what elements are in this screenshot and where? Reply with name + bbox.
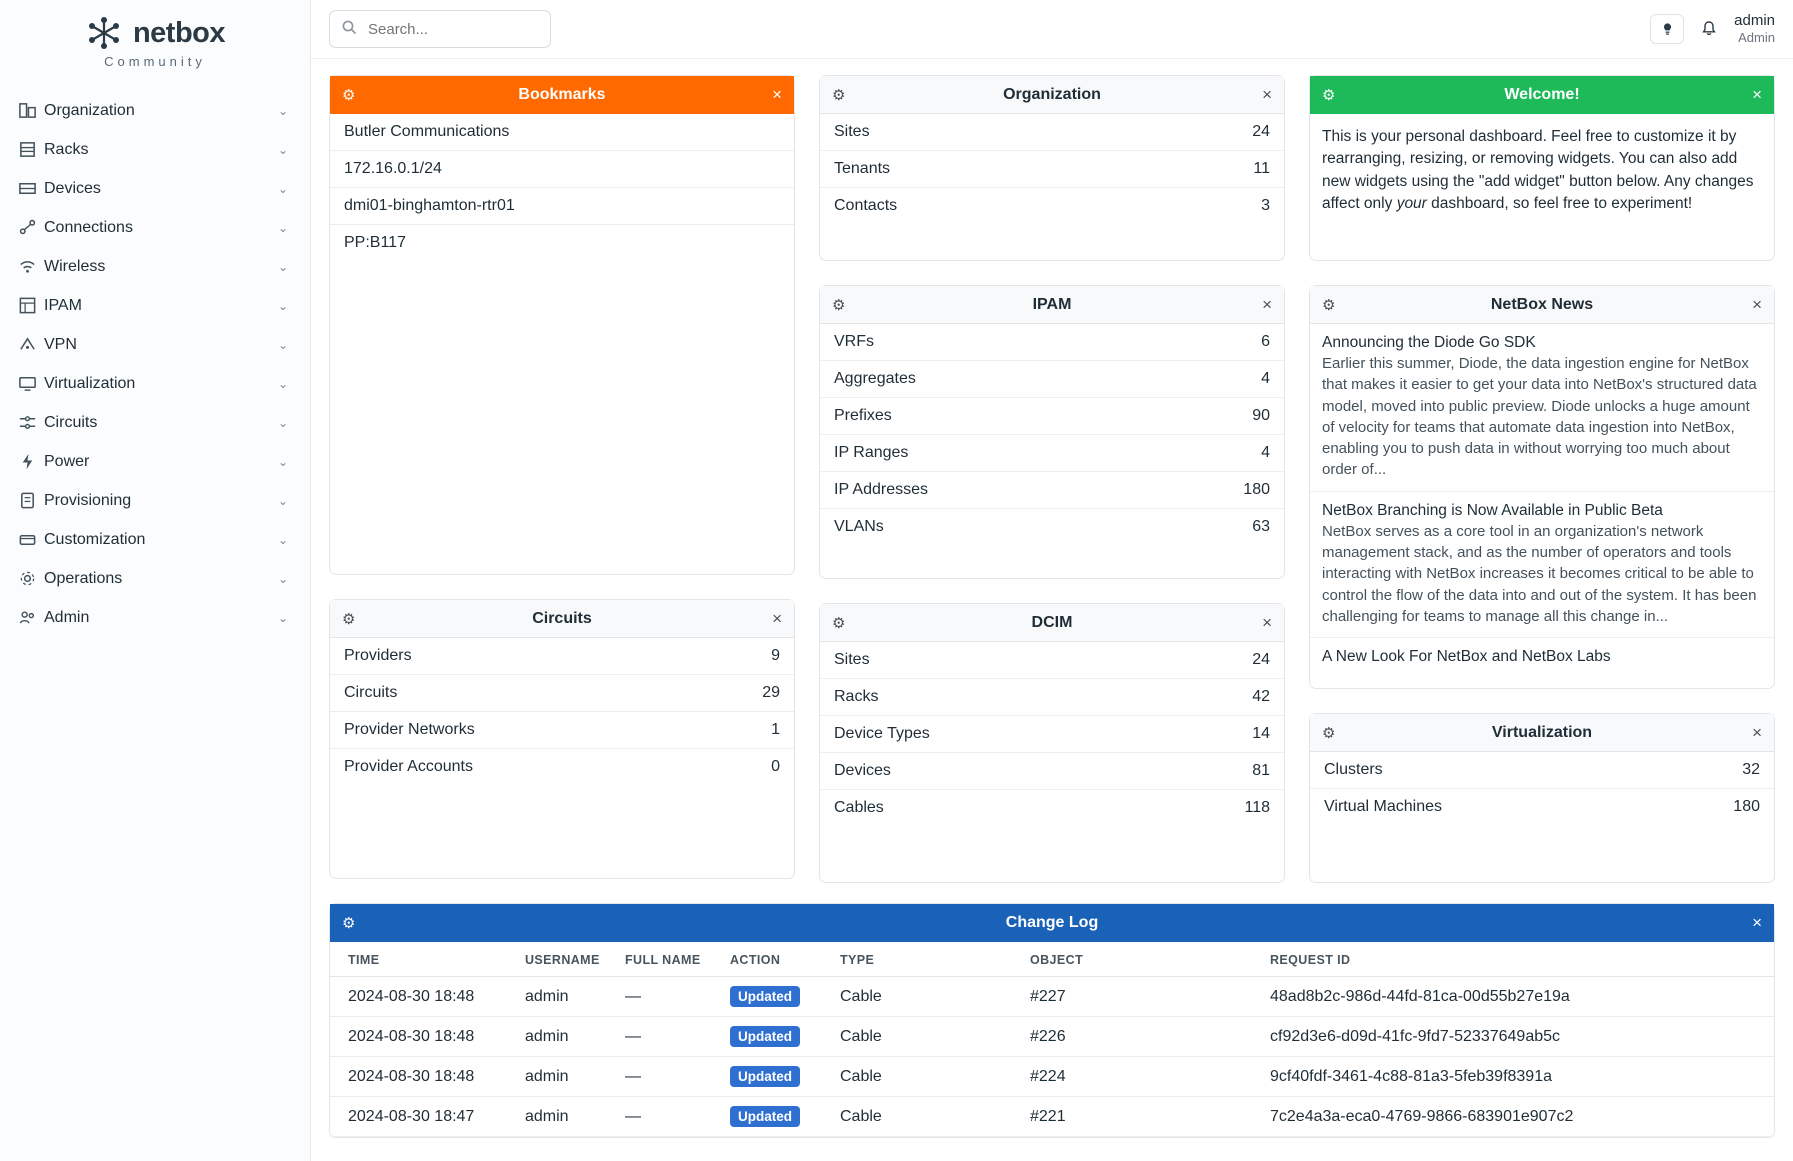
main-area (311, 0, 1793, 1161)
dcim-widget-header (820, 604, 1284, 642)
column-header-object[interactable]: OBJECT (1020, 942, 1260, 977)
stat-label: Provider Accounts (344, 758, 473, 775)
close-icon[interactable]: × (1262, 295, 1272, 314)
list-item[interactable]: dmi01-binghamton-rtr01 (330, 188, 794, 225)
organization-stats (820, 114, 1284, 224)
close-icon[interactable]: × (772, 85, 782, 104)
stat-label: Cables (834, 799, 884, 816)
close-icon[interactable]: × (1752, 913, 1762, 932)
cell-username: admin (515, 977, 615, 1017)
stat-value: 4 (1261, 444, 1270, 461)
table-row[interactable] (820, 151, 1284, 188)
chevron-down-icon: ⌄ (277, 415, 288, 430)
stat-value: 6 (1261, 333, 1270, 350)
gear-icon[interactable]: ⚙ (1322, 296, 1336, 314)
list-item[interactable]: Butler Communications (330, 114, 794, 151)
sidebar-item-vpn[interactable] (0, 325, 310, 364)
table-row[interactable] (820, 790, 1284, 826)
top-bar (311, 0, 1793, 59)
power-icon (18, 452, 44, 471)
gear-icon[interactable]: ⚙ (832, 86, 846, 104)
news-list (1310, 324, 1774, 676)
stat-value: 11 (1253, 160, 1270, 177)
cell-action (720, 1097, 830, 1137)
bookmarks-widget-header (330, 76, 794, 114)
stat-value: 90 (1252, 407, 1270, 424)
stat-value: 180 (1733, 798, 1760, 815)
stat-value: 63 (1252, 518, 1270, 535)
table-row[interactable] (330, 749, 794, 785)
table-row[interactable] (820, 188, 1284, 224)
stat-label: Providers (344, 647, 412, 664)
news-body: Earlier this summer, Diode, the data ingestion engine for NetBox that makes it easier to get your data into NetBox's structured data model, moved into public preview. Diode unlocks a huge amount of velocity for teams that automate data ingestion into NetBox, enabling you to push data in without worrying too much about order of... (1322, 355, 1757, 479)
cell-fullname: — (615, 1017, 720, 1057)
gear-icon[interactable]: ⚙ (1322, 724, 1336, 742)
welcome-widget-title: Welcome! (1504, 85, 1580, 103)
cell-action (720, 977, 830, 1017)
column-header-time[interactable]: TIME (330, 942, 515, 977)
changelog-header-row (330, 942, 1774, 977)
netbox-news-widget-header (1310, 286, 1774, 324)
cell-request-id[interactable]: 48ad8b2c-986d-44fd-81ca-00d55b27e19a (1260, 977, 1774, 1017)
sidebar (0, 0, 311, 1161)
devices-icon (18, 179, 44, 198)
stat-label: Provider Networks (344, 721, 475, 738)
welcome-text-before: This is your personal dashboard. Feel free to customize it by rearranging, resizing, or removing widgets. You can also add new widgets using the "add widget" button below. Any changes affect only (1322, 128, 1754, 213)
cell-type: Cable (830, 1017, 1020, 1057)
welcome-body (1310, 114, 1774, 230)
netbox-news-widget (1309, 285, 1775, 689)
table-row[interactable] (820, 324, 1284, 361)
sidebar-item-label: Provisioning (44, 491, 132, 509)
welcome-text-emphasis: your (1396, 195, 1427, 213)
chevron-down-icon: ⌄ (277, 610, 288, 625)
bookmarks-widget-title: Bookmarks (518, 85, 606, 103)
stat-value: 118 (1244, 799, 1270, 816)
user-menu[interactable] (1734, 12, 1775, 47)
netbox-logo-icon (85, 14, 123, 52)
user-role: Admin (1738, 30, 1775, 46)
stat-label: VRFs (834, 333, 874, 350)
sidebar-item-label: Operations (44, 569, 123, 587)
table-row[interactable] (330, 1057, 1774, 1097)
close-icon[interactable]: × (1752, 85, 1762, 104)
sidebar-item-racks[interactable] (0, 130, 310, 169)
ipam-icon (18, 296, 44, 315)
status-badge: Updated (730, 986, 800, 1007)
dcim-widget (819, 603, 1285, 883)
table-row[interactable] (820, 361, 1284, 398)
cell-username: admin (515, 1057, 615, 1097)
cell-object[interactable]: #226 (1020, 1017, 1260, 1057)
sidebar-item-label: Admin (44, 608, 90, 626)
stat-label: Device Types (834, 725, 930, 742)
organization-icon (18, 101, 44, 120)
circuits-widget-header (330, 600, 794, 638)
cell-action (720, 1017, 830, 1057)
stat-value: 42 (1252, 688, 1270, 705)
stat-label: VLANs (834, 518, 884, 535)
gear-icon[interactable]: ⚙ (342, 610, 356, 628)
ipam-widget-header (820, 286, 1284, 324)
circuits-stats (330, 638, 794, 785)
list-item[interactable]: 172.16.0.1/24 (330, 151, 794, 188)
ipam-stats (820, 324, 1284, 545)
close-icon[interactable]: × (1752, 723, 1762, 742)
virtualization-widget-title: Virtualization (1491, 723, 1593, 741)
chevron-down-icon: ⌄ (277, 259, 288, 274)
search-box[interactable] (329, 10, 551, 48)
sidebar-item-virtualization[interactable] (0, 364, 310, 403)
stat-value: 4 (1261, 370, 1270, 387)
chevron-down-icon: ⌄ (277, 181, 288, 196)
list-item[interactable] (1310, 638, 1774, 676)
changelog-widget-header (330, 904, 1774, 942)
table-row[interactable] (330, 675, 794, 712)
virtualization-icon (18, 374, 44, 393)
stat-value: 29 (762, 684, 780, 701)
dashboard-grid (311, 59, 1793, 883)
sidebar-item-provisioning[interactable] (0, 481, 310, 520)
table-row[interactable] (820, 679, 1284, 716)
sidebar-item-operations[interactable] (0, 559, 310, 598)
changelog-widget-title: Change Log (1005, 913, 1099, 931)
table-row[interactable] (820, 753, 1284, 790)
circuits-widget (329, 599, 795, 879)
ipam-widget-title: IPAM (1032, 295, 1072, 313)
stat-value: 180 (1243, 481, 1270, 498)
cell-object[interactable]: #224 (1020, 1057, 1260, 1097)
circuits-widget-title: Circuits (532, 609, 592, 627)
cell-type: Cable (830, 1097, 1020, 1137)
chevron-down-icon: ⌄ (277, 103, 288, 118)
sidebar-item-connections[interactable] (0, 208, 310, 247)
notifications-icon[interactable] (1700, 20, 1718, 38)
stat-label: Sites (834, 123, 870, 140)
column-header-username[interactable]: USERNAME (515, 942, 615, 977)
stat-value: 1 (771, 721, 780, 738)
stat-label: Aggregates (834, 370, 916, 387)
gear-icon[interactable]: ⚙ (832, 296, 846, 314)
sidebar-item-devices[interactable] (0, 169, 310, 208)
cell-object[interactable]: #221 (1020, 1097, 1260, 1137)
sidebar-item-wireless[interactable] (0, 247, 310, 286)
welcome-text (1322, 126, 1762, 216)
sidebar-item-label: Connections (44, 218, 133, 236)
search-icon (341, 19, 357, 39)
cell-request-id[interactable]: 9cf40fdf-3461-4c88-81a3-5feb39f8391a (1260, 1057, 1774, 1097)
stat-label: Clusters (1324, 761, 1383, 778)
cell-request-id[interactable]: cf92d3e6-d09d-41fc-9fd7-52337649ab5c (1260, 1017, 1774, 1057)
stat-value: 3 (1261, 197, 1270, 214)
sidebar-item-label: Organization (44, 101, 135, 119)
connections-icon (18, 218, 44, 237)
admin-icon (18, 608, 44, 627)
chevron-down-icon: ⌄ (277, 142, 288, 157)
table-row[interactable] (330, 1097, 1774, 1137)
table-row[interactable] (330, 712, 794, 749)
user-name: admin (1734, 11, 1775, 29)
status-badge: Updated (730, 1106, 800, 1127)
sidebar-item-label: Racks (44, 140, 89, 158)
table-row[interactable] (330, 638, 794, 675)
table-row[interactable] (330, 977, 1774, 1017)
virtualization-widget (1309, 713, 1775, 883)
stat-label: Contacts (834, 197, 898, 214)
brand-name: netbox (132, 16, 226, 49)
column-header-request-id[interactable]: REQUEST ID (1260, 942, 1774, 977)
search-input[interactable] (366, 20, 539, 39)
cell-fullname: — (615, 1057, 720, 1097)
gear-icon[interactable]: ⚙ (342, 86, 356, 104)
chevron-down-icon: ⌄ (277, 454, 288, 469)
sidebar-item-label: VPN (44, 335, 77, 353)
stat-value: 32 (1742, 761, 1760, 778)
table-row[interactable] (820, 114, 1284, 151)
virtualization-widget-header (1310, 714, 1774, 752)
operations-icon (18, 569, 44, 588)
table-row[interactable] (330, 1017, 1774, 1057)
gear-icon[interactable]: ⚙ (342, 914, 356, 932)
column-header-action[interactable]: ACTION (720, 942, 830, 977)
cell-type: Cable (830, 977, 1020, 1017)
list-item[interactable]: PP:B117 (344, 234, 406, 251)
sidebar-item-customization[interactable] (0, 520, 310, 559)
sidebar-item-label: IPAM (44, 296, 82, 314)
chevron-down-icon: ⌄ (277, 571, 288, 586)
sidebar-item-power[interactable] (0, 442, 310, 481)
stat-label: Prefixes (834, 407, 892, 424)
chevron-down-icon: ⌄ (277, 376, 288, 391)
sidebar-item-label: Power (44, 452, 90, 470)
cell-time[interactable]: 2024-08-30 18:48 (330, 977, 515, 1017)
sidebar-item-admin[interactable] (0, 598, 310, 637)
cell-request-id[interactable]: 7c2e4a3a-eca0-4769-9866-683901e907c2 (1260, 1097, 1774, 1137)
cell-username: admin (515, 1017, 615, 1057)
ipam-widget (819, 285, 1285, 579)
stat-label: Virtual Machines (1324, 798, 1442, 815)
welcome-text-after: dashboard, so feel free to experiment! (1426, 195, 1693, 213)
table-row[interactable] (820, 435, 1284, 472)
sidebar-item-circuits[interactable] (0, 403, 310, 442)
sidebar-item-label: Wireless (44, 257, 106, 275)
gear-icon[interactable]: ⚙ (832, 614, 846, 632)
table-row[interactable] (820, 642, 1284, 679)
cell-action (720, 1057, 830, 1097)
customization-icon (18, 530, 44, 549)
provisioning-icon (18, 491, 44, 510)
stat-value: 24 (1252, 651, 1270, 668)
welcome-widget (1309, 75, 1775, 261)
news-body: NetBox serves as a core tool in an organization's network management stack, and as the number of operators and tools interacting with NetBox increases it becomes critical to be able to control the flow of the data into and out of the system. It has been challenging for teams to manage all this change in... (1322, 522, 1757, 625)
circuits-icon (18, 413, 44, 432)
cell-username: admin (515, 1097, 615, 1137)
stat-value: 9 (771, 647, 780, 664)
organization-widget-title: Organization (1003, 85, 1101, 103)
chevron-down-icon: ⌄ (277, 298, 288, 313)
changelog-widget (329, 903, 1775, 1138)
cell-time[interactable]: 2024-08-30 18:47 (330, 1097, 515, 1137)
sidebar-item-label: Devices (44, 179, 101, 197)
cell-fullname: — (615, 977, 720, 1017)
chevron-down-icon: ⌄ (277, 532, 288, 547)
column-header-type[interactable]: TYPE (830, 942, 1020, 977)
close-icon[interactable]: × (772, 609, 782, 628)
chevron-down-icon: ⌄ (277, 493, 288, 508)
table-row[interactable] (820, 398, 1284, 435)
cell-fullname: — (615, 1097, 720, 1137)
stat-value: 24 (1252, 123, 1270, 140)
table-row[interactable] (1310, 752, 1774, 789)
stat-value: 14 (1252, 725, 1270, 742)
close-icon[interactable]: × (1262, 85, 1272, 104)
close-icon[interactable]: × (1262, 613, 1272, 632)
netbox-news-widget-title: NetBox News (1490, 295, 1594, 313)
news-title[interactable]: A New Look For NetBox and NetBox Labs (1322, 648, 1611, 666)
table-row[interactable] (820, 472, 1284, 509)
wireless-icon (18, 257, 44, 276)
sidebar-item-organization[interactable] (0, 91, 310, 130)
stat-label: Racks (834, 688, 879, 705)
stat-value: 81 (1252, 762, 1270, 779)
stat-label: Sites (834, 651, 870, 668)
stat-label: Tenants (834, 160, 891, 177)
vpn-icon (18, 335, 44, 354)
welcome-widget-header (1310, 76, 1774, 114)
organization-widget-header (820, 76, 1284, 114)
cell-object[interactable]: #227 (1020, 977, 1260, 1017)
organization-widget (819, 75, 1285, 261)
chevron-down-icon: ⌄ (277, 337, 288, 352)
dcim-stats (820, 642, 1284, 826)
sidebar-item-label: Virtualization (44, 374, 136, 392)
table-row[interactable] (820, 509, 1284, 545)
bookmarks-widget (329, 75, 795, 575)
stat-label: Devices (834, 762, 891, 779)
stat-label: Circuits (344, 684, 398, 701)
stat-value: 0 (771, 758, 780, 775)
chevron-down-icon: ⌄ (277, 220, 288, 235)
status-badge: Updated (730, 1026, 800, 1047)
stat-label: IP Addresses (834, 481, 928, 498)
sidebar-item-label: Circuits (44, 413, 98, 431)
table-row[interactable] (1310, 789, 1774, 825)
stat-label: IP Ranges (834, 444, 909, 461)
top-bar-right (1650, 12, 1775, 47)
news-title[interactable]: NetBox Branching is Now Available in Public Beta (1322, 501, 1663, 519)
dashboard-column-2 (819, 75, 1285, 883)
cell-time[interactable]: 2024-08-30 18:48 (330, 1017, 515, 1057)
brand[interactable] (0, 0, 310, 85)
cell-time[interactable]: 2024-08-30 18:48 (330, 1057, 515, 1097)
virtualization-stats (1310, 752, 1774, 825)
news-title[interactable]: Announcing the Diode Go SDK (1322, 334, 1536, 351)
sidebar-nav (0, 91, 310, 637)
close-icon[interactable]: × (1752, 295, 1762, 314)
sidebar-item-ipam[interactable] (0, 286, 310, 325)
list-item[interactable] (1310, 492, 1774, 638)
bookmarks-list (330, 114, 794, 261)
changelog-table (330, 942, 1774, 1137)
list-item[interactable] (1310, 324, 1774, 492)
status-badge: Updated (730, 1066, 800, 1087)
dcim-widget-title: DCIM (1031, 613, 1073, 631)
dashboard-column-3 (1309, 75, 1775, 883)
changelog-section (311, 883, 1793, 1138)
dashboard-column-1 (329, 75, 795, 883)
racks-icon (18, 140, 44, 159)
table-row[interactable] (820, 716, 1284, 753)
theme-toggle-button[interactable] (1650, 14, 1684, 44)
sidebar-item-label: Customization (44, 530, 146, 548)
brand-subtitle: Community (104, 54, 206, 69)
column-header-fullname[interactable]: FULL NAME (615, 942, 720, 977)
cell-type: Cable (830, 1057, 1020, 1097)
gear-icon[interactable]: ⚙ (1322, 86, 1336, 104)
